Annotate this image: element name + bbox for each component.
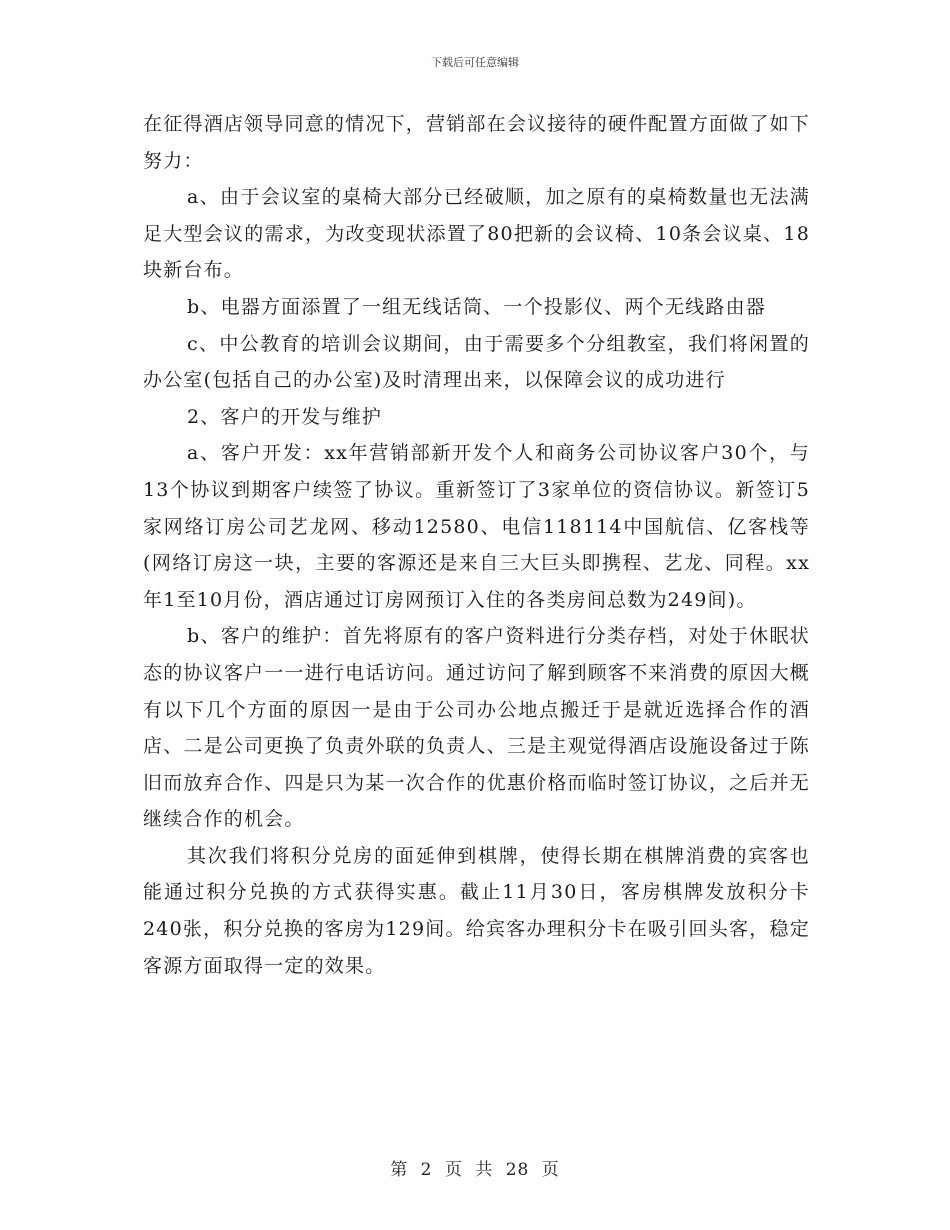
paragraph-intro: 在征得酒店领导同意的情况下，营销部在会议接待的硬件配置方面做了如下努力： [143, 113, 810, 172]
paragraph-points-exchange: 其次我们将积分兑房的面延伸到棋牌，使得长期在棋牌消费的宾客也能通过积分兑换的方式获得实惠。截止11月30日，客房棋牌发放积分卡240张，积分兑换的客房为129间。给宾客办理积分卡在吸引回头客，稳定客源方面取得一定的效果。 [143, 844, 810, 977]
paragraph-client-maintenance: b、客户的维护：首先将原有的客户资料进行分类存档，对处于休眠状态的协议客户一一进行电话访问。通过访问了解到顾客不来消费的原因大概有以下几个方面的原因一是由于公司办公地点搬迁于是就近选择合作的酒店、二是公司更换了负责外联的负责人、三是主观觉得酒店设施设备过于陈旧而放弃合作、四是只为某一次合作的优惠价格而临时签订协议，之后并无继续合作的机会。 [143, 625, 810, 831]
paragraph-item-a-furniture: a、由于会议室的桌椅大部分已经破顺，加之原有的桌椅数量也无法满足大型会议的需求，为改变现状添置了80把新的会议椅、10条会议桌、18块新台布。 [143, 186, 810, 282]
document-body [143, 106, 810, 984]
page-number-footer: 第 2 页 共 28 页 [390, 1160, 560, 1180]
paragraph-item-b-electrical: b、电器方面添置了一组无线话筒、一个投影仪、两个无线路由器 [187, 295, 766, 318]
paragraph-item-c-classrooms: c、中公教育的培训会议期间，由于需要多个分组教室，我们将闲置的办公室(包括自己的办公室)及时清理出来，以保障会议的成功进行 [143, 332, 810, 392]
page-header: 下载后可任意编辑 [431, 56, 519, 69]
section-heading-client-development: 2、客户的开发与维护 [187, 405, 383, 428]
paragraph-client-development: a、客户开发：xx年营销部新开发个人和商务公司协议客户30个，与13个协议到期客户续签了协议。重新签订了3家单位的资信协议。新签订5家网络订房公司艺龙网、移动12580、电信118114中国航信、亿客栈等(网络订房这一块，主要的客源还是来自三大巨头即携程、艺龙、同程。xx年1至10月份，酒店通过订房网预订入住的各类房间总数为249间)。 [143, 442, 810, 611]
